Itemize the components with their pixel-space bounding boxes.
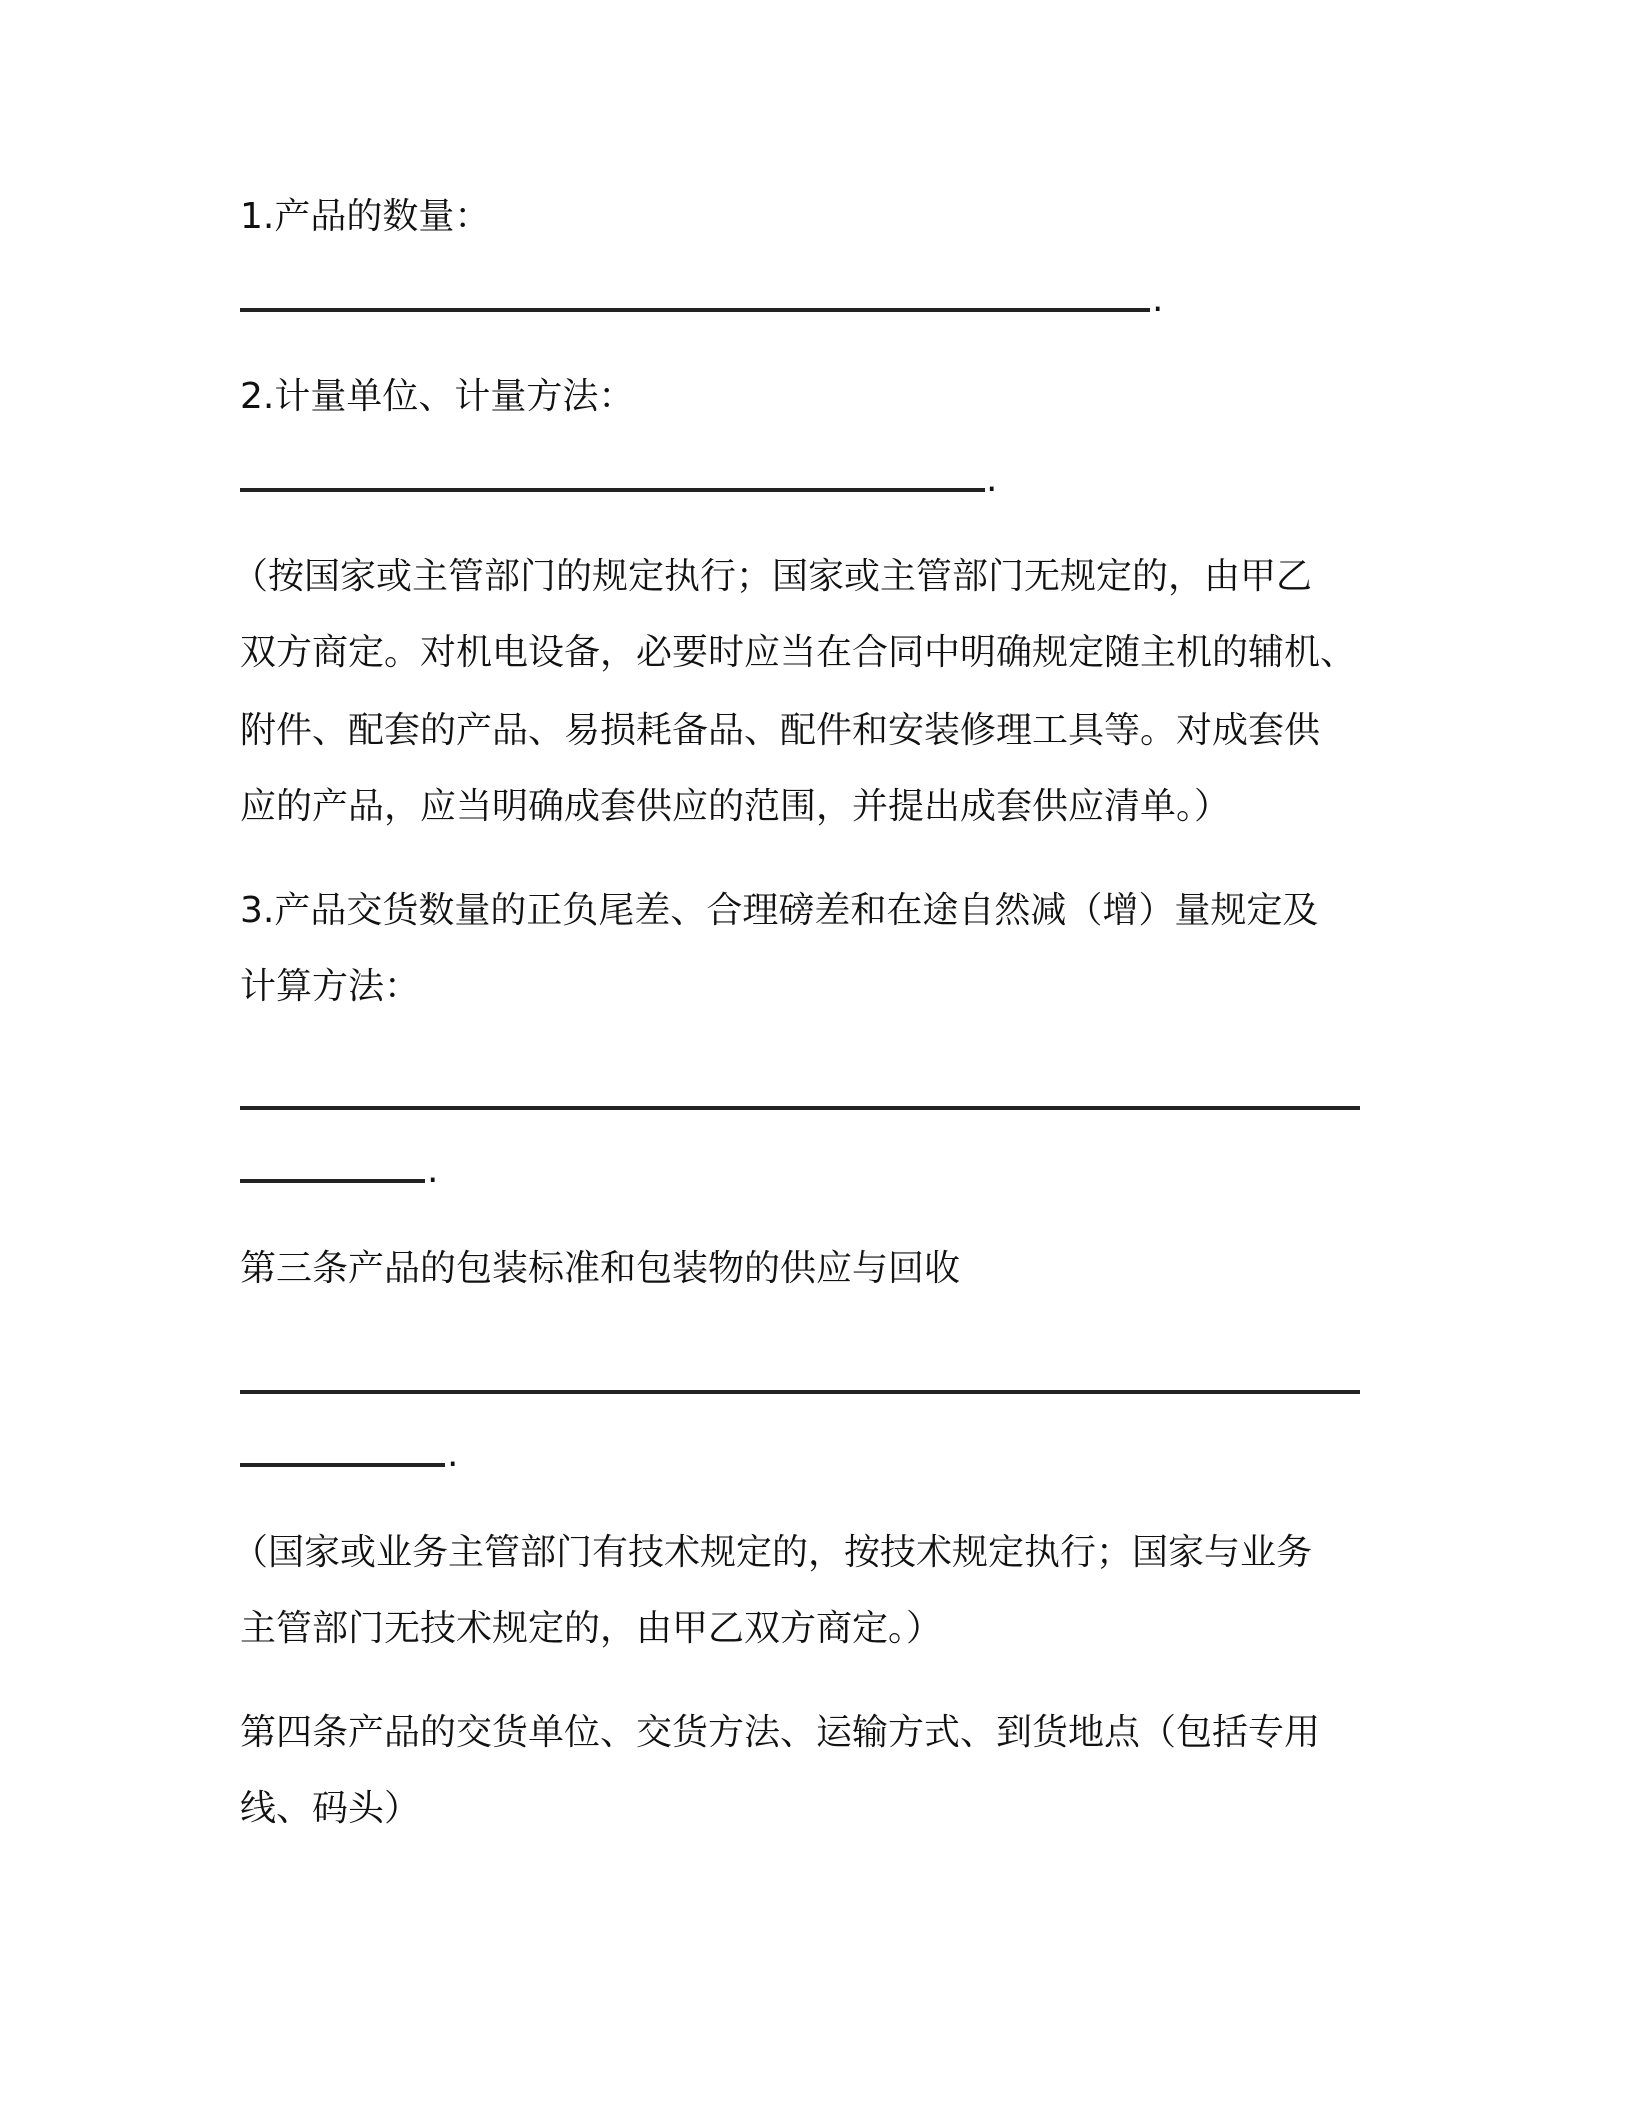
fill-blank-1	[240, 308, 1150, 312]
blank-end: .	[986, 459, 998, 500]
note-1-line: 应的产品，应当明确成套供应的范围，并提出成套供应清单。）	[240, 786, 1231, 827]
note-1-line: 附件、配套的产品、易损耗备品、配件和安装修理工具等。对成套供	[240, 710, 1321, 751]
note-1-line: （按国家或主管部门的规定执行；国家或主管部门无规定的，由甲乙	[232, 556, 1313, 597]
item-3-label: 计算方法：	[240, 966, 421, 1007]
item-1-label: 1.产品的数量：	[240, 196, 491, 237]
item-3-label: 3.产品交货数量的正负尾差、合理磅差和在途自然减（增）量规定及	[240, 890, 1319, 931]
blank-end: .	[427, 1150, 439, 1191]
fill-blank-4-cont	[240, 1463, 445, 1467]
fill-blank-2	[240, 488, 985, 492]
fill-blank-3	[240, 1106, 1360, 1110]
note-2-line: （国家或业务主管部门有技术规定的，按技术规定执行；国家与业务	[232, 1532, 1313, 1573]
note-2-line: 主管部门无技术规定的，由甲乙双方商定。）	[240, 1608, 943, 1649]
note-1-line: 双方商定。对机电设备，必要时应当在合同中明确规定随主机的辅机、	[240, 632, 1357, 673]
article-4-heading: 线、码头）	[240, 1788, 421, 1829]
article-3-heading: 第三条产品的包装标准和包装物的供应与回收	[240, 1248, 961, 1289]
article-4-heading: 第四条产品的交货单位、交货方法、运输方式、到货地点（包括专用	[240, 1712, 1321, 1753]
item-2-label: 2.计量单位、计量方法：	[240, 376, 635, 417]
blank-end: .	[447, 1434, 459, 1475]
blank-end: .	[1152, 279, 1164, 320]
fill-blank-4	[240, 1390, 1360, 1394]
fill-blank-3-cont	[240, 1179, 425, 1183]
